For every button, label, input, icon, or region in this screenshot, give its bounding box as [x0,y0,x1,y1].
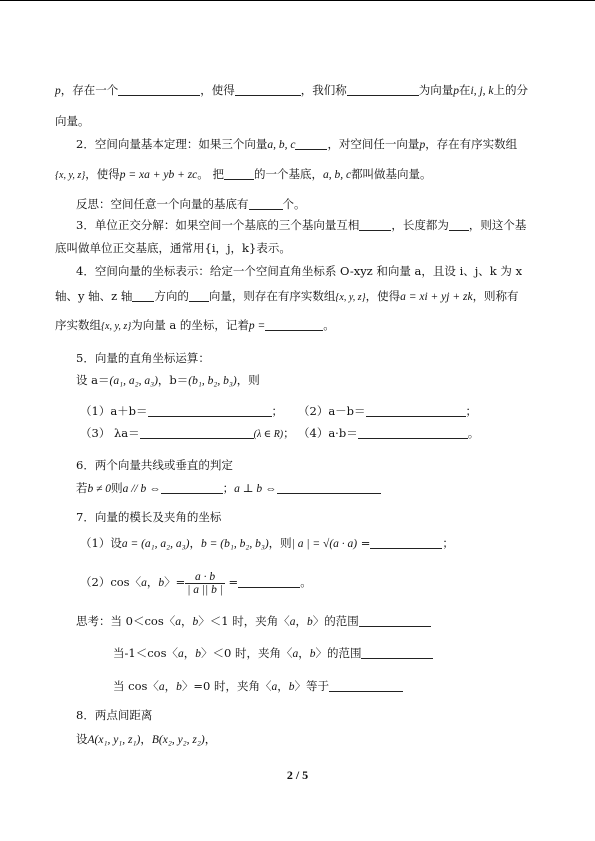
text: ， [181,614,193,628]
text: （1）设 [80,536,122,550]
blank-17[interactable] [277,481,381,494]
text: 8．两点间距离 [76,708,153,722]
coords-a: (a₁, a₂, a₃) [109,375,158,387]
set-xyz: {x, y, z} [101,321,132,332]
perpendicular-condition: a ⊥ b ⇔ [234,483,277,495]
text: 4．空间向量的坐标表示：给定一个空间直角坐标系 O-xyz 和向量 a，且设 i、j、k 为 x [76,264,523,278]
text: （2）a－b＝ [298,404,366,418]
blank-10[interactable] [189,289,209,302]
text: ， [204,732,217,746]
vector-p: p = [248,320,266,332]
text: 上的分 [493,83,528,97]
vector-a: a [177,648,184,660]
blank-21[interactable] [361,646,433,659]
fraction-numerator: a · b [185,571,225,584]
blank-5[interactable] [224,167,254,180]
page-number: 2 / 5 [286,768,309,782]
blank-18[interactable] [370,536,442,549]
blank-6[interactable] [249,197,283,210]
text: ， [140,732,152,746]
page-top-rule [0,0,595,1]
text: 当-1＜cos〈 [113,646,178,660]
vector-b: b [192,616,199,628]
blank-3[interactable] [347,83,419,96]
text-line-12 [76,372,260,389]
text-line-17 [76,509,221,525]
text: ， [189,536,201,550]
text: 〉的范围 [312,614,359,628]
text: 都叫做基向量。 [351,167,432,181]
text-line-15 [76,457,233,473]
text-line-20 [76,613,431,630]
set-xyz: {x, y, z} [335,292,366,303]
blank-11[interactable] [265,318,323,331]
blank-8[interactable] [449,218,469,231]
text-line-6 [76,217,526,233]
text-line-13 [80,403,283,419]
text-line-4 [55,166,432,184]
text: 〉＜0 时，夹角〈 [200,646,293,660]
text: 在 [459,83,471,97]
text: （4）a·b＝ [298,426,358,440]
text: 5．向量的直角坐标运算： [76,351,210,365]
vector-p: p [419,139,426,151]
text-line-16 [76,480,381,497]
blank-22[interactable] [329,679,403,692]
text: 设 a＝ [76,373,110,387]
text: 向量。 [55,114,90,128]
text: ， [146,575,159,589]
text: （3） λa＝ [80,426,140,440]
text-line-14 [80,425,295,443]
text: 则 [111,481,123,495]
text-line-5 [76,196,306,212]
formula-p: p = xa + yb + zc [119,169,198,181]
vector-p: p [453,85,459,97]
text: 为向量 a 的坐标，记着 [131,318,249,332]
text: ，存在有序实数组 [425,137,518,151]
set-xyz: {x, y, z} [55,170,86,181]
blank-13[interactable] [366,404,466,417]
text: ，使得 [85,167,120,181]
text-line-18 [80,535,454,552]
text: ； [283,426,295,440]
vectors-abc: a, b, c [322,169,352,181]
lambda-condition: (λ ∈ R) [253,429,284,440]
text: ； [222,481,235,495]
point-b: B(x₂, y₂, z₂) [151,734,205,746]
formula-a: a = xi + yj + zk [400,291,473,303]
text: ，则称有 [472,289,519,303]
text: 序实数组 [55,318,101,332]
text-line-10 [55,317,335,335]
text-line-19 [80,568,312,597]
blank-4[interactable] [295,137,327,150]
blank-19[interactable] [238,575,300,588]
vector-b: b [158,577,165,589]
text: ，则这个基 [468,218,527,232]
text: 若 [76,481,88,495]
text-line-23 [76,707,152,723]
vector-a: a [158,681,165,693]
text: 。 [467,426,480,440]
vector-a: a [289,616,296,628]
text: （2）cos〈 [80,575,142,589]
text: = [228,575,239,589]
text: 7．向量的模长及夹角的坐标 [76,510,222,524]
text: ，则 [236,373,260,387]
text-line-14b [298,425,479,441]
text: ； [465,404,478,418]
vectors-abc: a, b, c [267,139,296,151]
text: ， [277,679,289,693]
text-line-21 [113,645,433,662]
text: ，长度都为 [391,218,449,232]
blank-20[interactable] [359,614,431,627]
vector-b: b [176,681,182,693]
text: 当 cos〈 [113,679,159,693]
vector-p: p [55,85,61,97]
text-line-11 [76,350,210,366]
magnitude-formula: | a | = √(a · a) [291,538,358,550]
text: 2．空间向量基本定理：如果三个向量 [76,137,268,151]
text: 为向量 [418,83,454,97]
vector-a: a [292,648,299,660]
text: = [360,536,371,550]
fraction-denominator: | a || b | [187,583,223,596]
text: 3．单位正交分解：如果空间一个基底的三个基向量互相 [76,218,360,232]
blank-7[interactable] [359,218,391,231]
vector-a: a [271,681,278,693]
blank-2[interactable] [235,83,301,96]
text: 6．两个向量共线或垂直的判定 [76,458,233,472]
vector-a: a [175,616,181,628]
text: ，存在一个 [60,83,119,97]
blank-9[interactable] [132,289,154,302]
text: 。 [323,318,335,332]
condition-b: b ≠ 0 [87,483,112,495]
text: ，则 [268,536,292,550]
text: ， [298,646,310,660]
text: ，我们称 [300,83,347,97]
vector-b: b [195,648,201,660]
parallel-condition: a // b ⇔ [122,483,161,495]
blank-15[interactable] [358,426,468,439]
text-line-8 [76,263,522,279]
text: ； [442,536,454,550]
vector-b: b [288,681,295,693]
text: 方向的 [154,289,189,303]
coords-b: b = (b₁, b₂, b₃) [201,538,269,550]
point-a: A(x₁, y₁, z₁) [87,734,141,746]
blank-14[interactable] [140,426,254,439]
text-line-7 [55,240,291,256]
text: 反思：空间任意一个向量的基底有 [76,197,249,211]
text: ， [164,679,177,693]
text-line-22 [113,678,403,695]
text-line-2 [55,113,90,129]
text: 。 [300,575,312,589]
vector-b: b [309,648,316,660]
text: 。 把 [197,167,224,181]
text: （1）a＋b＝ [80,404,148,418]
text: 〉＜1 时，夹角〈 [198,614,290,628]
text: ，对空间任一向量 [327,137,420,151]
text: 〉= [164,575,186,589]
blank-12[interactable] [148,404,272,417]
text: ， [295,614,307,628]
text: 个。 [282,197,306,211]
coords-b: (b₁, b₂, b₃) [188,375,237,387]
text: 思考：当 0＜cos〈 [76,614,176,628]
text: ， [183,646,196,660]
text: 底叫做单位正交基底，通常用{i，j，k}表示。 [55,241,291,255]
blank-1[interactable] [118,83,200,96]
text: ，使得 [365,289,401,303]
text-line-24 [76,731,216,748]
text: 的一个基底， [253,167,323,181]
text: 轴、y 轴、z 轴 [55,289,133,303]
text: ，使得 [200,83,235,97]
text-line-1 [55,82,528,99]
coords-a: a = (a₁, a₂, a₃) [121,538,190,550]
text: 设 [76,732,88,746]
vector-a: a [141,577,147,589]
text-line-9 [55,288,519,306]
text: ； [271,404,284,418]
blank-16[interactable] [161,481,223,494]
text: 〉等于 [294,679,330,693]
text-line-13b [298,403,477,419]
vectors-ijk: i, j, k [470,85,494,97]
vector-b: b [306,616,313,628]
text: 〉=0 时，夹角〈 [181,679,272,693]
text-line-3 [76,136,517,153]
cosine-fraction [185,571,225,596]
text: 向量，则存在有序实数组 [208,289,336,303]
text: 〉的范围 [315,646,362,660]
text: ，b＝ [157,373,189,387]
